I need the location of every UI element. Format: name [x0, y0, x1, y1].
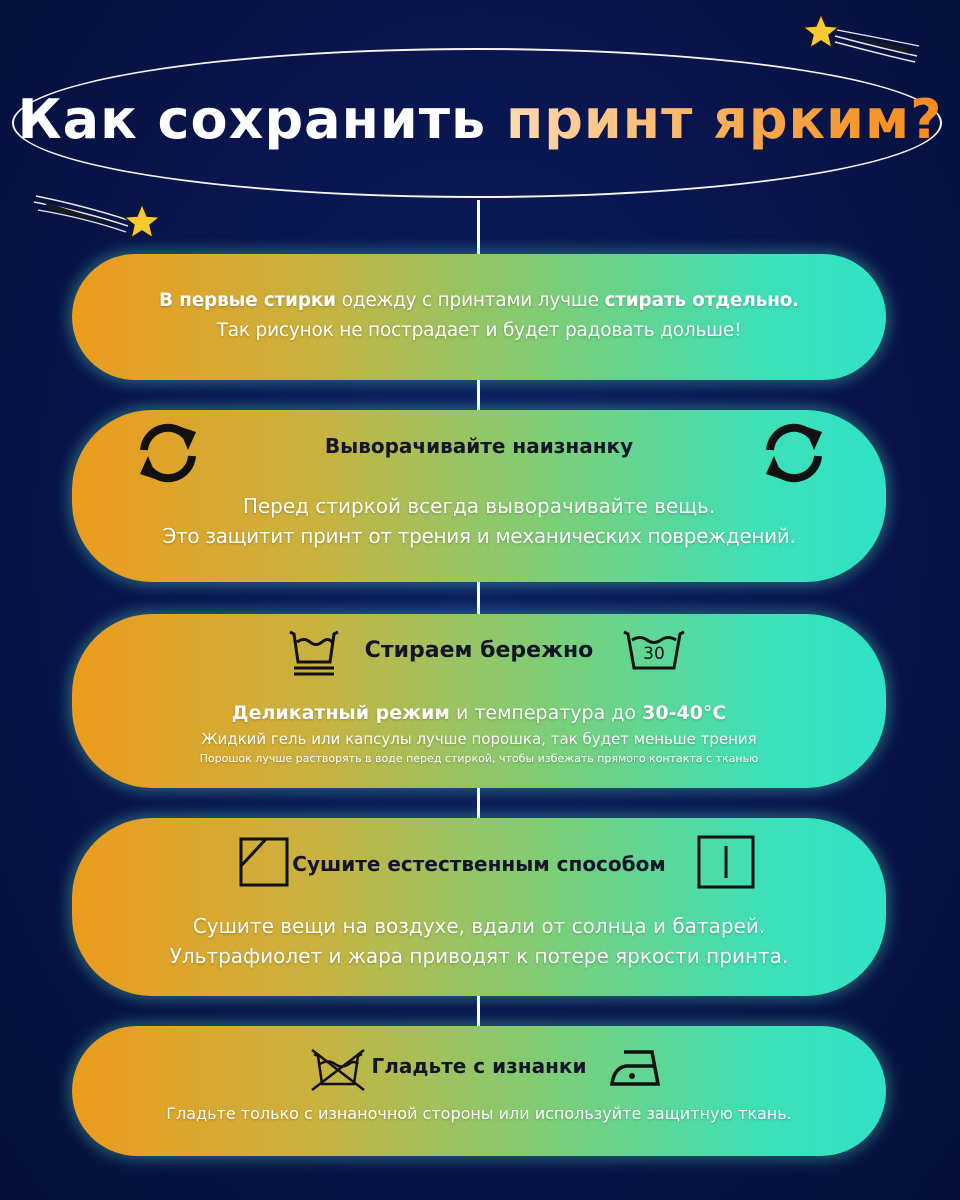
card-text-bold: 30-40°C — [642, 702, 727, 724]
card-line: Порошок лучше растворять в воде перед стиркой, чтобы избежать прямого контакта с тканью — [199, 752, 759, 765]
wash-temperature-label: 30 — [643, 644, 665, 664]
tip-card-wash-separately — [72, 254, 886, 380]
tip-card-inside-out — [72, 410, 886, 582]
card-text-bold: стирать отдельно. — [604, 290, 800, 311]
tip-card-iron-inside — [72, 1026, 886, 1156]
card-line: Перед стиркой всегда выворачивайте вещь. — [242, 494, 716, 518]
refresh-icon — [130, 420, 206, 486]
card-text-bold: Деликатный режим — [231, 702, 450, 724]
no-iron-icon — [308, 1046, 368, 1092]
delicate-wash-icon — [286, 624, 342, 680]
card-line: Так рисунок не пострадает и будет радовать дольше! — [216, 320, 742, 341]
tip-card-natural-dry — [72, 818, 886, 996]
title-part1: Как сохранить — [17, 88, 506, 151]
card-line — [72, 702, 886, 724]
refresh-icon — [756, 420, 832, 486]
card-heading: Гладьте с изнанки — [371, 1054, 587, 1078]
card-line: Гладьте только с изнаночной стороны или используйте защитную ткань. — [166, 1104, 792, 1123]
line-dry-icon — [696, 834, 756, 890]
page-title — [0, 88, 960, 151]
dry-in-shade-icon — [238, 836, 290, 888]
card-heading: Выворачивайте наизнанку — [324, 434, 634, 458]
card-line: Сушите вещи на воздухе, вдали от солнца и батарей. — [192, 914, 766, 938]
card-heading: Сушите естественным способом — [292, 852, 666, 876]
shooting-star-icon — [30, 188, 165, 248]
iron-low-icon — [606, 1044, 668, 1090]
tip-card-gentle-wash — [72, 614, 886, 788]
card-text-bold: В первые стирки — [158, 290, 336, 311]
title-part2: принт ярким? — [505, 88, 943, 151]
card-text: и температура до — [449, 702, 643, 724]
card-heading: Стираем бережно — [364, 638, 594, 663]
card-line: Ультрафиолет и жара приводят к потере яркости принта. — [169, 944, 789, 968]
card-text: одежду с принтами лучше — [335, 290, 605, 311]
card-line: Жидкий гель или капсулы лучше порошка, так будет меньше трения — [201, 730, 757, 748]
card-line — [72, 290, 886, 311]
shooting-star-icon — [795, 8, 925, 68]
card-line: Это защитит принт от трения и механических повреждений. — [162, 524, 796, 548]
